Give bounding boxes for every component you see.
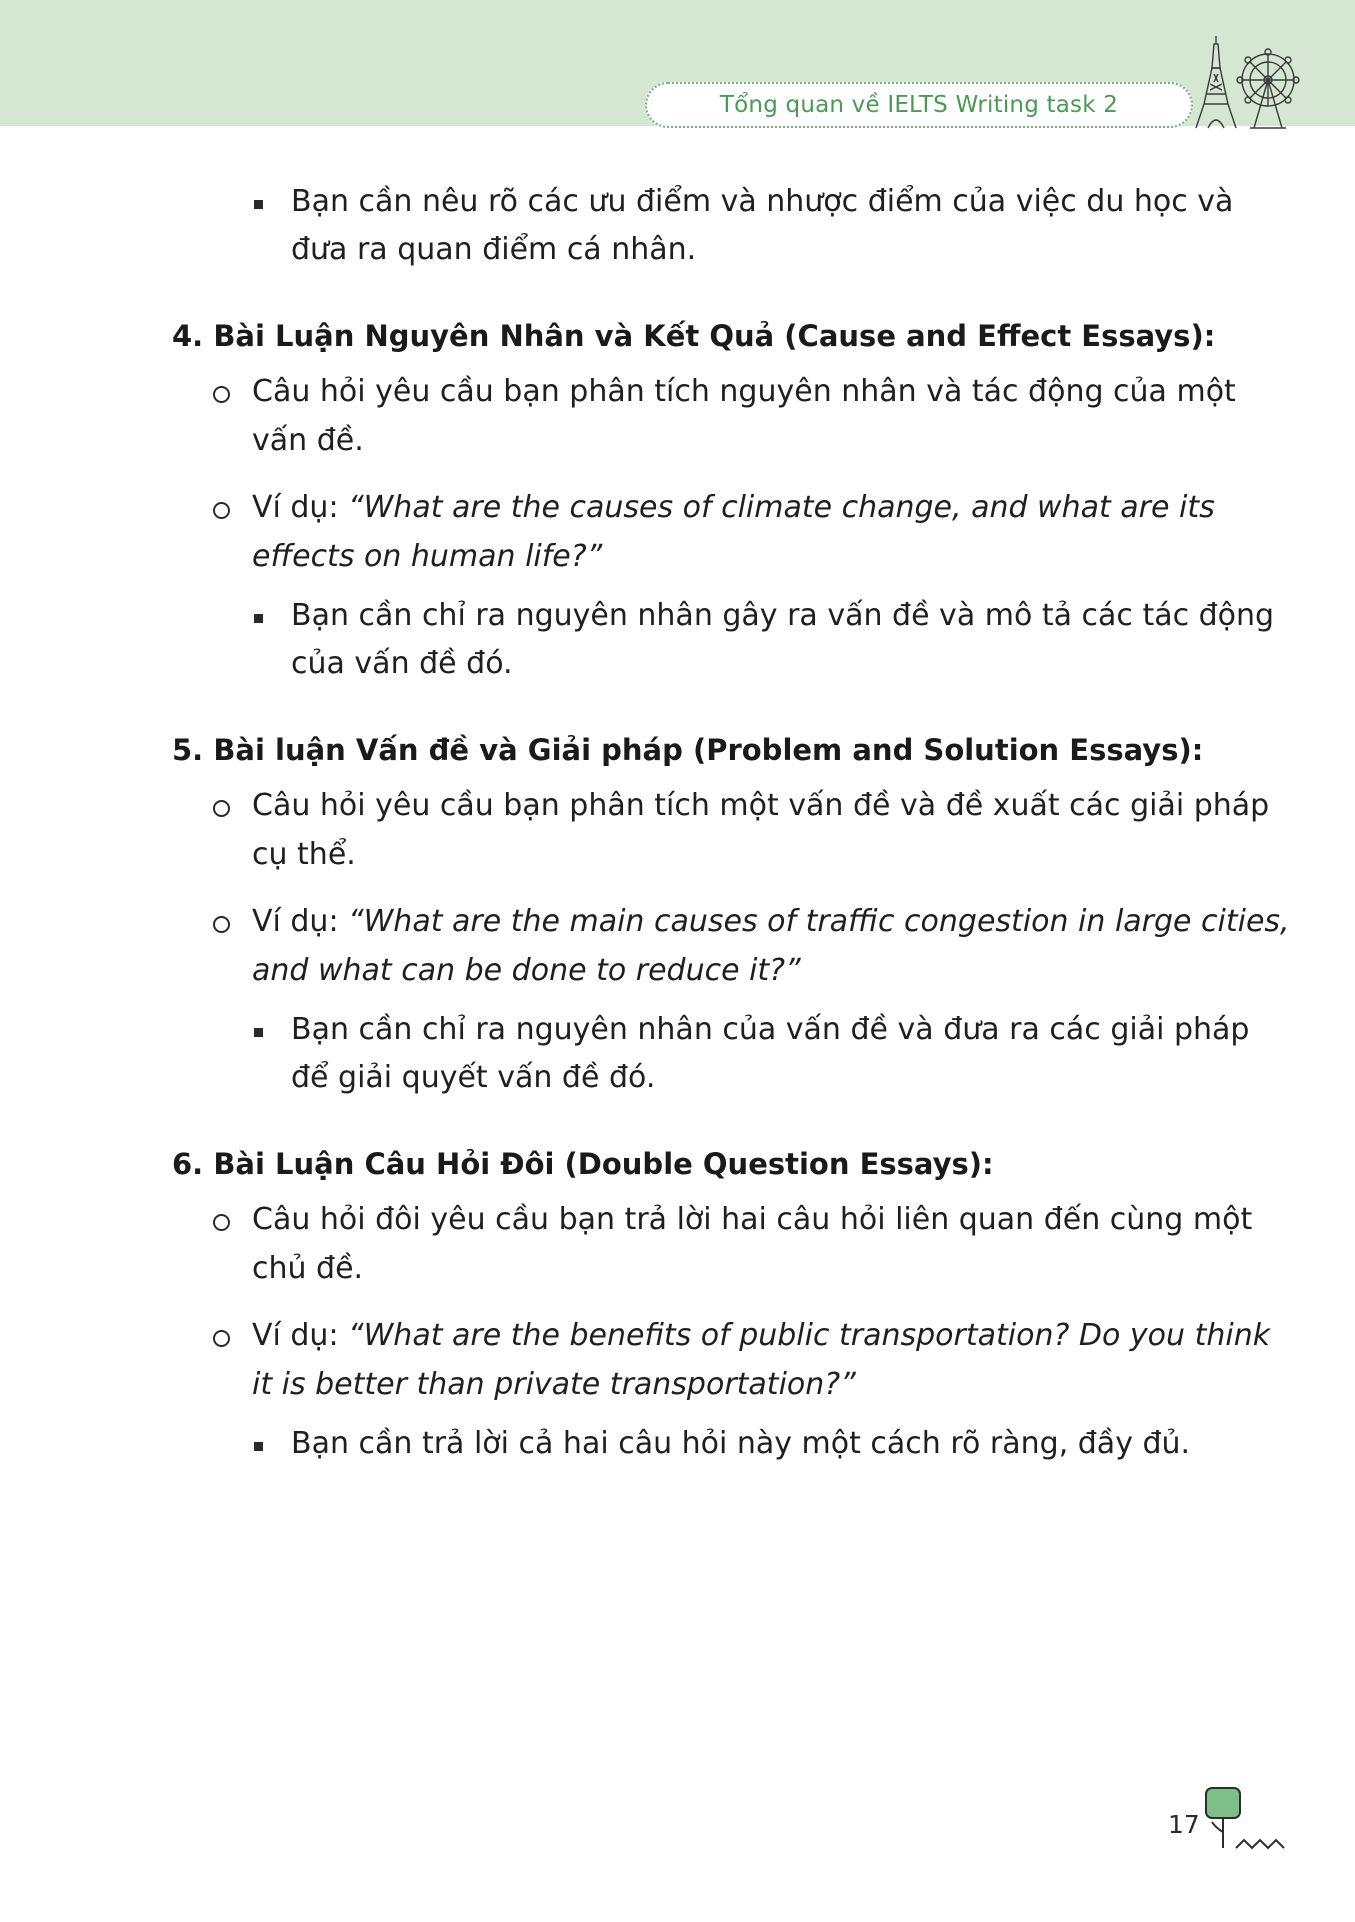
question-line-2: vấn đề. [252,423,364,458]
example-quote: “What are the causes of climate change, and what are its [348,490,1215,525]
square-bullet [254,1028,263,1037]
section-number: 4. [172,319,204,353]
question-line-1: Câu hỏi đôi yêu cầu bạn trả lời hai câu hỏi liên quan đến cùng một [252,1202,1253,1237]
section-number: 6. [172,1147,204,1181]
question-line-2: cụ thể. [252,837,356,872]
header-title: Tổng quan về IELTS Writing task 2 [719,92,1119,118]
example-line-2: effects on human life?” [252,539,603,574]
example-line-1 [252,902,1290,942]
section-title: Bài luận Vấn đề và Giải pháp (Problem and Solution Essays): [213,733,1204,767]
header-pill [645,82,1193,128]
example-quote: “What are the main causes of traffic congestion in large cities, [348,904,1290,939]
section-title: Bài Luận Câu Hỏi Đôi (Double Question Essays): [213,1147,994,1181]
square-bullet [254,200,263,209]
note-line-1: Bạn cần chỉ ra nguyên nhân của vấn đề và đưa ra các giải pháp [291,1012,1250,1047]
tree-icon [1202,1786,1296,1856]
section-heading-5 [172,730,1203,770]
example-prefix: Ví dụ: [252,490,349,525]
note-line-2: để giải quyết vấn đề đó. [291,1060,656,1095]
square-bullet [254,614,263,623]
example-line-2: it is better than private transportation?” [252,1367,856,1402]
example-prefix: Ví dụ: [252,1318,349,1353]
intro-bullet-line-2: đưa ra quan điểm cá nhân. [291,232,697,267]
example-quote: “What are the benefits of public transportation? Do you think [348,1318,1271,1353]
section-heading-4 [172,316,1215,356]
intro-bullet-line-1: Bạn cần nêu rõ các ưu điểm và nhược điểm của việc du học và [291,184,1234,219]
note-line-2: của vấn đề đó. [291,646,513,681]
example-line-2: and what can be done to reduce it?” [252,953,801,988]
circle-bullet [213,800,230,817]
page-number: 17 [1168,1810,1200,1839]
question-line-1: Câu hỏi yêu cầu bạn phân tích một vấn đề và đề xuất các giải pháp [252,788,1270,823]
square-bullet [254,1442,263,1451]
note-line-1: Bạn cần chỉ ra nguyên nhân gây ra vấn đề và mô tả các tác động [291,598,1275,633]
example-line-1 [252,1316,1270,1356]
section-number: 5. [172,733,204,767]
example-prefix: Ví dụ: [252,904,349,939]
note-line-1: Bạn cần trả lời cả hai câu hỏi này một cách rõ ràng, đầy đủ. [291,1426,1191,1461]
circle-bullet [213,502,230,519]
question-line-1: Câu hỏi yêu cầu bạn phân tích nguyên nhân và tác động của một [252,374,1236,409]
example-line-1 [252,488,1215,528]
circle-bullet [213,916,230,933]
circle-bullet [213,386,230,403]
circle-bullet [213,1330,230,1347]
circle-bullet [213,1214,230,1231]
section-title: Bài Luận Nguyên Nhân và Kết Quả (Cause and Effect Essays): [213,319,1216,353]
question-line-2: chủ đề. [252,1251,364,1286]
eiffel-ferris-wheel-icon [1192,34,1302,130]
section-heading-6 [172,1144,994,1184]
